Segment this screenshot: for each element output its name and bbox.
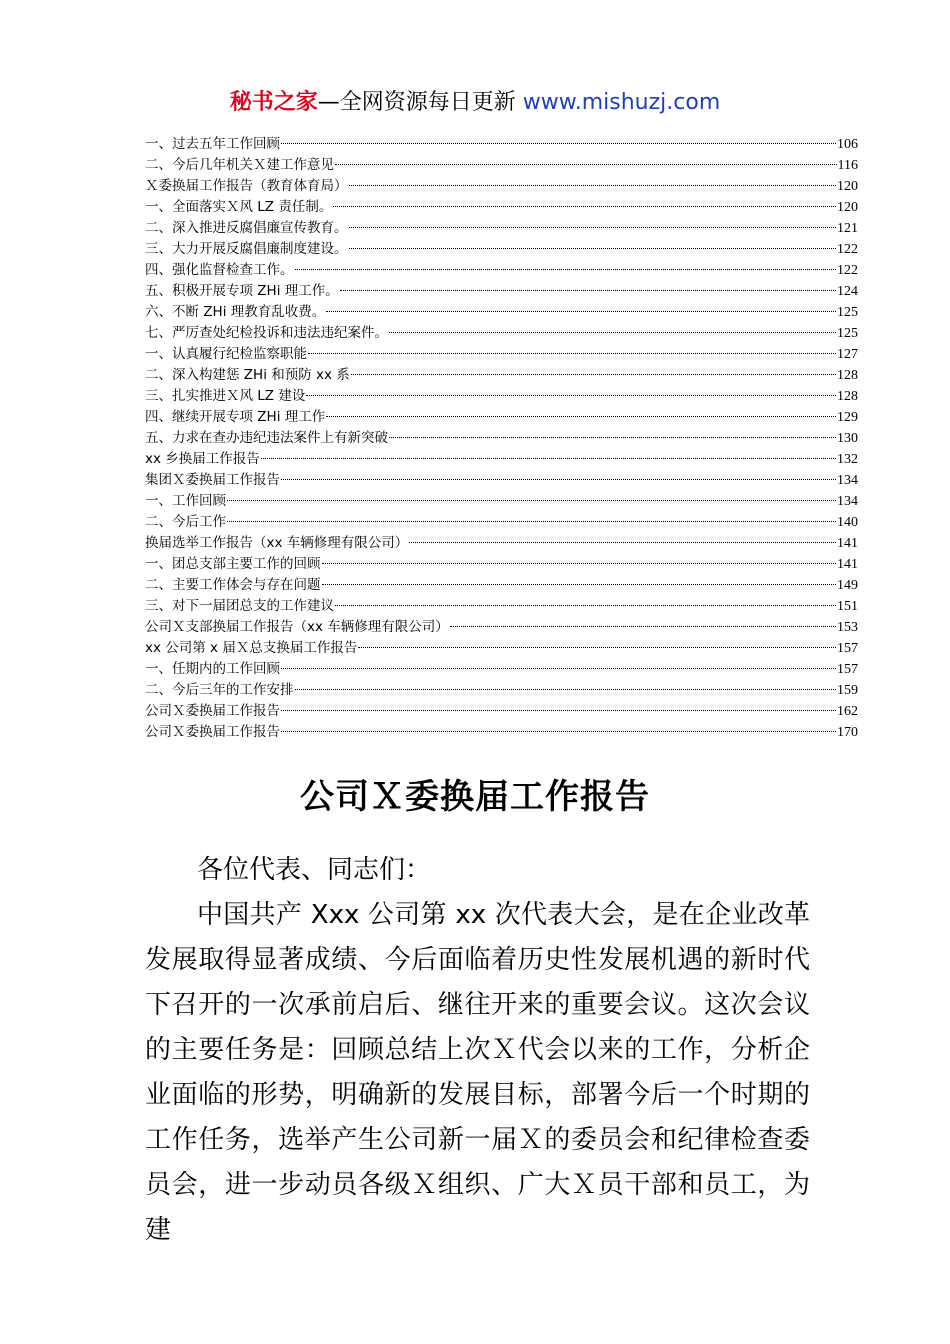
toc-entry-title: 一、团总支部主要工作的回顾 (145, 556, 321, 572)
toc-entry-title: 七、严厉查处纪检投诉和违法违纪案件。 (145, 325, 388, 341)
toc-entry[interactable] (145, 512, 858, 533)
toc-dot-leader (227, 520, 836, 522)
site-banner (0, 88, 950, 118)
toc-entry-title: 一、任期内的工作回顾 (145, 661, 280, 677)
toc-entry-page-number: 157 (837, 662, 858, 677)
toc-entry-title: 一、工作回顾 (145, 493, 226, 509)
toc-entry-page-number: 127 (837, 347, 858, 362)
toc-entry-page-number: 162 (837, 704, 858, 719)
toc-entry-title: 三、扎实推进Ｘ风 LZ 建设 (145, 388, 306, 404)
toc-entry[interactable] (145, 722, 858, 743)
toc-entry-title: 一、认真履行纪检监察职能 (145, 346, 307, 362)
toc-entry-page-number: 125 (837, 305, 858, 320)
toc-entry[interactable] (145, 134, 858, 155)
toc-dot-leader (340, 289, 836, 291)
toc-entry-title: 公司Ｘ委换届工作报告 (145, 724, 280, 740)
toc-entry-page-number: 132 (837, 452, 858, 467)
toc-dot-leader (335, 604, 836, 606)
toc-entry-title: 三、大力开展反腐倡廉制度建设。 (145, 241, 348, 257)
toc-entry-page-number: 128 (837, 389, 858, 404)
toc-dot-leader (335, 163, 837, 165)
toc-entry-page-number: 129 (837, 410, 858, 425)
toc-entry-page-number: 120 (837, 200, 858, 215)
toc-dot-leader (389, 331, 836, 333)
toc-entry-title: Ｘ委换届工作报告（教育体育局） (145, 178, 348, 194)
toc-dot-leader (326, 415, 836, 417)
toc-entry-page-number: 134 (837, 494, 858, 509)
toc-entry[interactable] (145, 470, 858, 491)
toc-dot-leader (358, 646, 836, 648)
toc-entry-page-number: 130 (837, 431, 858, 446)
toc-dot-leader (349, 247, 837, 249)
toc-entry-page-number: 124 (837, 284, 858, 299)
site-url-link[interactable]: www.mishuzj.com (522, 90, 721, 115)
toc-entry-title: 公司Ｘ委换届工作报告 (145, 703, 280, 719)
toc-entry-page-number: 120 (837, 179, 858, 194)
toc-dot-leader (227, 499, 836, 501)
toc-entry-title: 六、不断 ZHi 理教育乱收费。 (145, 304, 326, 320)
toc-entry-title: 二、今后三年的工作安排 (145, 682, 294, 698)
toc-dot-leader (322, 562, 837, 564)
toc-entry[interactable] (145, 155, 858, 176)
toc-dot-leader (349, 226, 837, 228)
site-tagline: —全网资源每日更新 (317, 90, 523, 115)
toc-entry-title: xx 乡换届工作报告 (145, 451, 260, 467)
toc-dot-leader (306, 394, 836, 396)
toc-entry[interactable] (145, 407, 858, 428)
toc-entry-page-number: 134 (837, 473, 858, 488)
toc-entry[interactable] (145, 638, 858, 659)
toc-entry[interactable] (145, 428, 858, 449)
toc-dot-leader (295, 268, 837, 270)
toc-entry-page-number: 122 (837, 263, 858, 278)
toc-entry-title: 三、对下一届团总支的工作建议 (145, 598, 334, 614)
toc-entry[interactable] (145, 575, 858, 596)
toc-entry-page-number: 157 (837, 641, 858, 656)
toc-dot-leader (281, 730, 836, 732)
toc-entry-title: 五、积极开展专项 ZHi 理工作。 (145, 283, 339, 299)
toc-dot-leader (281, 667, 836, 669)
table-of-contents (145, 134, 858, 743)
toc-entry[interactable] (145, 680, 858, 701)
toc-entry[interactable] (145, 239, 858, 260)
toc-entry-page-number: 121 (837, 221, 858, 236)
toc-entry-title: 四、继续开展专项 ZHi 理工作 (145, 409, 326, 425)
toc-dot-leader (261, 457, 836, 459)
toc-dot-leader (322, 583, 837, 585)
toc-entry-page-number: 159 (837, 683, 858, 698)
toc-dot-leader (326, 310, 836, 312)
toc-dot-leader (450, 625, 836, 627)
toc-dot-leader (308, 352, 836, 354)
site-brand: 秘书之家 (229, 90, 318, 115)
toc-entry[interactable] (145, 344, 858, 365)
toc-entry[interactable] (145, 302, 858, 323)
salutation-paragraph: 各位代表、同志们： (197, 855, 432, 885)
toc-entry-page-number: 141 (837, 536, 858, 551)
toc-entry-page-number: 116 (837, 158, 858, 173)
toc-entry-page-number: 149 (837, 578, 858, 593)
toc-entry[interactable] (145, 449, 858, 470)
toc-entry-title: 一、过去五年工作回顾 (145, 136, 280, 152)
toc-dot-leader (281, 709, 836, 711)
toc-dot-leader (351, 373, 836, 375)
toc-entry-title: 二、今后工作 (145, 514, 226, 530)
toc-entry-title: 公司Ｘ支部换届工作报告（xx 车辆修理有限公司） (145, 619, 449, 635)
toc-entry-title: 二、深入构建惩 ZHi 和预防 xx 系 (145, 367, 350, 383)
document-title: 公司Ｘ委换届工作报告 (300, 777, 650, 817)
toc-entry-title: 集团Ｘ委换届工作报告 (145, 472, 280, 488)
toc-entry[interactable] (145, 491, 858, 512)
toc-entry[interactable] (145, 386, 858, 407)
toc-entry[interactable] (145, 218, 858, 239)
toc-entry-page-number: 153 (837, 620, 858, 635)
toc-entry-page-number: 170 (837, 725, 858, 740)
toc-entry-page-number: 140 (837, 515, 858, 530)
toc-entry[interactable] (145, 659, 858, 680)
toc-entry[interactable] (145, 596, 858, 617)
toc-entry[interactable] (145, 365, 858, 386)
toc-entry[interactable] (145, 701, 858, 722)
toc-dot-leader (333, 205, 836, 207)
toc-dot-leader (281, 142, 836, 144)
toc-entry-title: 一、全面落实Ｘ风 LZ 责任制。 (145, 199, 333, 215)
toc-entry-page-number: 141 (837, 557, 858, 572)
toc-entry-page-number: 122 (837, 242, 858, 257)
toc-entry-title: 二、深入推进反腐倡廉宣传教育。 (145, 220, 348, 236)
toc-entry-title: 换届选举工作报告（xx 车辆修理有限公司） (145, 535, 409, 551)
toc-entry[interactable] (145, 323, 858, 344)
toc-entry[interactable] (145, 554, 858, 575)
toc-entry-page-number: 128 (837, 368, 858, 383)
toc-entry[interactable] (145, 533, 858, 554)
toc-entry-title: 四、强化监督检查工作。 (145, 262, 294, 278)
toc-entry[interactable] (145, 176, 858, 197)
toc-entry-page-number: 106 (837, 137, 858, 152)
toc-dot-leader (409, 541, 836, 543)
toc-dot-leader (281, 478, 836, 480)
toc-entry-title: 二、今后几年机关Ｘ建工作意见 (145, 157, 334, 173)
toc-dot-leader (349, 184, 837, 186)
toc-entry-page-number: 151 (837, 599, 858, 614)
toc-entry[interactable] (145, 260, 858, 281)
document-body (145, 848, 810, 1253)
toc-dot-leader (389, 436, 836, 438)
toc-entry-title: xx 公司第 x 届Ｘ总支换届工作报告 (145, 640, 358, 656)
toc-entry-title: 二、主要工作体会与存在问题 (145, 577, 321, 593)
toc-entry[interactable] (145, 617, 858, 638)
toc-dot-leader (295, 688, 837, 690)
toc-entry[interactable] (145, 281, 858, 302)
body-paragraph: 中国共产 Xxx 公司第 xx 次代表大会，是在企业改革发展取得显著成绩、今后面临着历史性发展机遇的新时代下召开的一次承前启后、继往开来的重要会议。这次会议的主要任务是：回顾总结上次Ｘ代会以来的工作，分析企业面临的形势，明确新的发展目标，部署今后一个时期的工作任务，选举产生公司新一届Ｘ的委员会和纪律检查委员会，进一步动员各级Ｘ组织、广大Ｘ员干部和员工，为建 (145, 900, 810, 1245)
toc-entry-page-number: 125 (837, 326, 858, 341)
toc-entry[interactable] (145, 197, 858, 218)
toc-entry-title: 五、力求在查办违纪违法案件上有新突破 (145, 430, 388, 446)
